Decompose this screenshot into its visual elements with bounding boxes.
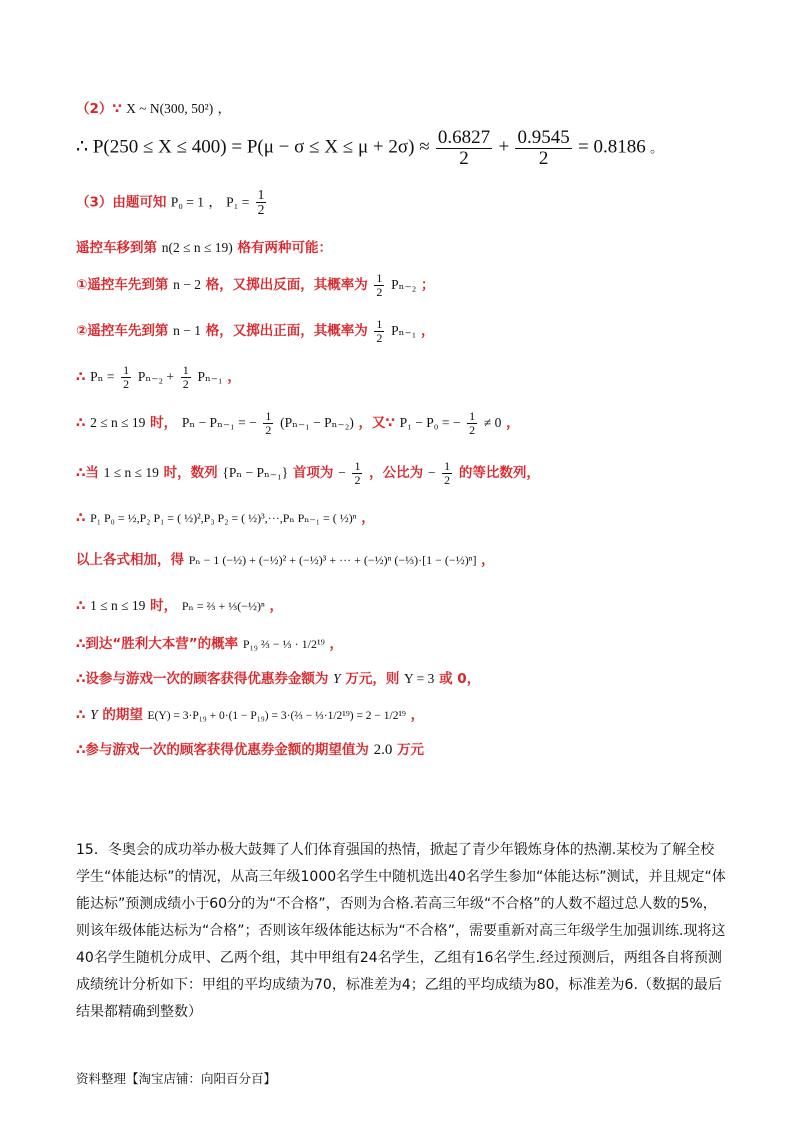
part3-p0: P₀ = 1 (170, 194, 205, 210)
case2-fraction (374, 318, 384, 344)
geometric-sequence: {Pₙ − Pₙ₋₁} (222, 465, 289, 481)
part2-result: = 0.8186 (578, 136, 646, 158)
add-formula: Pₙ − 1 (−½) + (−½)² + (−½)³ + ··· + (−½)ⁿ (−⅓)·[1 − (−½)ⁿ] (188, 553, 477, 567)
case1-text-a: ①遥控车先到第 (76, 277, 169, 294)
part3-header (76, 188, 268, 217)
pn-line (76, 594, 283, 614)
case2-end: ， (421, 323, 435, 340)
fraction-denominator: 2 (376, 284, 383, 299)
case2-n: n − 1 (173, 323, 202, 339)
geometric-text-d: ，公比为 (369, 465, 424, 482)
case1-p: Pₙ₋₂ (391, 277, 417, 293)
part2-label: （2）∵ (76, 101, 122, 117)
part3-p1-fraction (256, 188, 267, 217)
part3-label: （3）由题可知 (76, 194, 167, 211)
pn-when: 时， (150, 598, 178, 614)
part2-formula (76, 128, 664, 169)
final-text-b: 万元 (397, 742, 425, 758)
sum-formula: Pₙ = (90, 369, 115, 385)
part3-p1-left: P₁ = (226, 194, 250, 210)
fraction-denominator: 2 (376, 330, 383, 345)
geometric-text-e: 的等比数列， (458, 465, 540, 482)
win-end: ， (329, 636, 343, 652)
add-end: ， (481, 552, 495, 568)
fraction-numerator: 1 (376, 271, 383, 285)
geometric-first-fraction: $\frac{1}{2}$ (354, 459, 361, 487)
expectation-line (76, 703, 424, 723)
geometric-ratio-fraction: $\frac{1}{2}$ (444, 459, 451, 487)
recurrence-when: 时， (150, 415, 178, 432)
part2-tail: ， (217, 101, 231, 117)
sum-line (76, 364, 241, 390)
geometric-text-b: 时，数列 (163, 465, 218, 482)
expectation-text: 的期望 (102, 707, 143, 723)
pn-therefore: ∴ (76, 598, 86, 614)
fraction-numerator: 1 (257, 187, 265, 202)
geometric-condition: 1 ≤ n ≤ 19 (103, 465, 159, 481)
case2-text-b: 格，又掷出正面，其概率为 (205, 323, 368, 340)
fraction-denominator: 2 (538, 147, 549, 169)
problem-15: 15．冬奥会的成功举办极大鼓舞了人们体育强国的热情，掀起了青少年锻炼身体的热潮.某校为了解全校学生“体能达标”的情况，从高三年级1000名学生中随机选出40名学生参加“体能达标”测试，并且规定“体能达标”预测成绩小于60分的为“不合格”，否则为合格.若高三年级“不合格”的人数不超过总人数的5%，则该年级体能达标为“合格”；否则该年级体能达标为“不合格”，需要重新对高三年级学生加强训练.现将这40名学生随机分成甲、乙两个组，其中甲组有24名学生，乙组有16名学生.经过预测后，两组各自将预测成绩统计分析如下：甲组的平均成绩为70，标准差为4；乙组的平均成绩为80，标准差为6.（数据的最后结果都精确到整数） (76, 842, 726, 1020)
expectation-end: ， (410, 707, 425, 723)
move-text-a: 遥控车移到第 (76, 240, 157, 256)
set-text-b: 万元，则 (345, 671, 400, 687)
case1-n: n − 2 (173, 277, 202, 293)
set-text-a: ∴设参与游戏一次的顾客获得优惠券金额为 (76, 671, 329, 687)
expectation-formula: E(Y) = 3·P₁₉ + 0·(1 − P₁₉) = 3·(⅔ − ⅓·1/2¹⁹) = 2 − 1/2¹⁹ (147, 710, 406, 722)
part2-dot: 。 (650, 140, 664, 157)
move-line (76, 236, 332, 256)
expectation-y: Y (90, 707, 98, 722)
set-text-c: 或 0， (439, 671, 481, 687)
recurrence-initial-2: ≠ 0 (483, 415, 502, 431)
sum-therefore: ∴ (76, 369, 86, 386)
recurrence-line (76, 410, 520, 436)
footer-source: 资料整理【淘宝店铺：向阳百分百】 (76, 1071, 277, 1086)
sum-end: ， (227, 369, 241, 386)
part2-fraction-1 (436, 128, 492, 169)
pn-end: ， (269, 598, 283, 614)
win-text: ∴到达“胜利大本营”的概率 (76, 636, 239, 652)
part2-given: X ~ N(300, 50²) (126, 101, 214, 116)
part2-header (76, 97, 231, 117)
list-end: ， (361, 510, 375, 526)
recurrence-also: ，又∵ (358, 415, 395, 432)
geometric-text-a: ∴当 (76, 465, 99, 482)
final-text-a: ∴参与游戏一次的顾客获得优惠券金额的期望值为 (76, 742, 369, 758)
geometric-line (76, 460, 540, 486)
recurrence-formula-2: (Pₙ₋₁ − Pₙ₋₂) (280, 415, 354, 431)
set-value: Y = 3 (404, 671, 435, 686)
recurrence-condition: 2 ≤ n ≤ 19 (90, 415, 146, 431)
recurrence-initial: P₁ − P₀ = − (399, 415, 461, 431)
part3-sep: ， (208, 194, 222, 211)
win-formula: P₁₉ ⅔ − ⅓ · 1/2¹⁹ (242, 637, 325, 651)
part2-formula-left: ∴ P(250 ≤ X ≤ 400) = P(μ − σ ≤ X ≤ μ + 2σ) ≈ (76, 136, 430, 158)
expectation-therefore: ∴ (76, 707, 86, 723)
set-y: Y (333, 671, 341, 686)
recurrence-fraction: $\frac{1}{2}$ (265, 409, 272, 437)
final-line (76, 738, 424, 759)
case1-text-b: 格，又掷出反面，其概率为 (205, 277, 368, 294)
pn-formula: Pₙ = ⅔ + ⅓(−½)ⁿ (181, 599, 265, 613)
geometric-first: − (338, 465, 346, 481)
list-line (76, 506, 375, 526)
move-condition: n(2 ≤ n ≤ 19) (161, 240, 233, 255)
fraction-numerator: 0.6827 (437, 127, 491, 148)
final-value: 2.0 (373, 742, 393, 758)
part2-plus: + (498, 136, 510, 158)
part2-fraction-2 (515, 128, 571, 169)
case1-end: ； (421, 277, 435, 294)
geometric-ratio: − (427, 465, 436, 481)
recurrence-initial-fraction: $\frac{1}{2}$ (469, 409, 476, 437)
fraction-numerator: 0.9545 (517, 127, 570, 148)
sum-term-1: Pₙ₋₂ + (137, 369, 175, 385)
add-text: 以上各式相加，得 (76, 552, 184, 568)
case2-text-a: ②遥控车先到第 (76, 323, 169, 340)
win-line (76, 632, 343, 652)
set-line (76, 667, 480, 687)
list-therefore: ∴ (76, 510, 86, 526)
fraction-denominator: 2 (459, 147, 469, 169)
case1-fraction (374, 272, 384, 298)
list-formula: P₁ P₀ = ½,P₂ P₁ = ( ½)²,P₃ P₂ = ( ½)³,···,Pₙ Pₙ₋₁ = ( ½)ⁿ (90, 511, 357, 525)
case2-p: Pₙ₋₁ (391, 323, 417, 339)
recurrence-therefore: ∴ (76, 415, 86, 432)
recurrence-end: ， (506, 415, 520, 432)
case2-line (76, 318, 435, 344)
sum-term-2: Pₙ₋₁ (197, 369, 223, 385)
case1-line (76, 272, 435, 298)
pn-condition: 1 ≤ n ≤ 19 (90, 598, 146, 613)
sum-fraction-2: $\frac{1}{2}$ (182, 363, 189, 391)
sum-fraction-1: $\frac{1}{2}$ (123, 363, 130, 391)
move-text-b: 格有两种可能： (237, 240, 332, 256)
fraction-denominator: 2 (257, 202, 265, 218)
recurrence-formula: Pₙ − Pₙ₋₁ = − (181, 415, 257, 431)
add-line (76, 548, 495, 568)
geometric-text-c: 首项为 (292, 465, 334, 482)
fraction-numerator: 1 (376, 317, 383, 331)
